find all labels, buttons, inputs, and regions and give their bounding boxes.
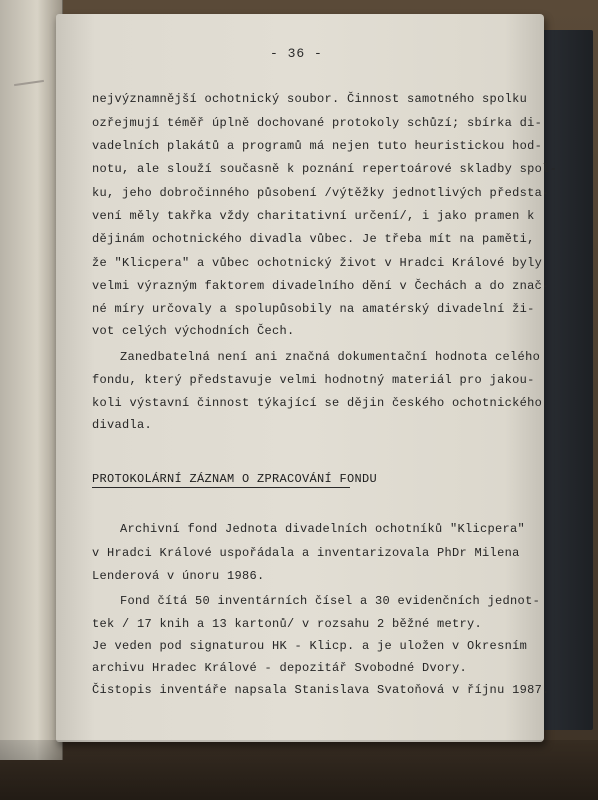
paragraph4-line: tek / 17 knih a 13 kartonů/ v rozsahu 2 běžné metry. bbox=[92, 617, 483, 631]
paragraph4-line: archivu Hradec Králové - depozitář Svobodné Dvory. bbox=[92, 661, 468, 675]
paragraph4-line: Fond čítá 50 inventárních čísel a 30 evidenčních jednot- bbox=[120, 594, 541, 608]
pencil-mark bbox=[14, 80, 44, 86]
paragraph2-line: divadla. bbox=[92, 418, 153, 432]
paragraph2-line: fondu, který představuje velmi hodnotný materiál pro jakou- bbox=[92, 373, 535, 387]
paragraph1-line: dějinám ochotnického divadla vůbec. Je třeba mít na paměti, bbox=[92, 232, 535, 246]
paragraph2-line: koli výstavní činnost týkající se dějin českého ochotnického bbox=[92, 396, 543, 410]
paragraph1-line: vadelních plakátů a programů má nejen tuto heuristickou hod- bbox=[92, 139, 543, 153]
paragraph1-line: ozřejmují téměř úplně dochované protokoly schůzí; sbírka di- bbox=[92, 116, 543, 130]
paragraph4-line: Je veden pod signaturou HK - Klicp. a je uložen v Okresním bbox=[92, 639, 528, 653]
paragraph3-line: Lenderová v únoru 1986. bbox=[92, 569, 265, 583]
paragraph1-line: vot celých východních Čech. bbox=[92, 324, 295, 338]
paragraph2-line: Zanedbatelná není ani značná dokumentační hodnota celého bbox=[120, 350, 541, 364]
paragraph1-line: ku, jeho dobročinného působení /výtěžky jednotlivých předsta- bbox=[92, 186, 550, 200]
paragraph1-line: velmi výrazným faktorem divadelního dění v Čechách a do znač- bbox=[92, 279, 550, 293]
paragraph1-line: né míry určovaly a spolupůsobily na amatérský divadelní ži- bbox=[92, 302, 535, 316]
section-heading: PROTOKOLÁRNÍ ZÁZNAM O ZPRACOVÁNÍ FONDU bbox=[92, 472, 378, 486]
heading-underline bbox=[92, 487, 350, 488]
paragraph1-line: že "Klicpera" a vůbec ochotnický život v Hradci Králové byly bbox=[92, 256, 543, 270]
paragraph1-line: vení měly takřka vždy charitativní určení/, i jako pramen k bbox=[92, 209, 535, 223]
paragraph4-line: Čistopis inventáře napsala Stanislava Svatoňová v říjnu 1987. bbox=[92, 683, 550, 697]
paragraph3-line: Archivní fond Jednota divadelních ochotníků "Klicpera" bbox=[120, 522, 526, 536]
bottom-shadow bbox=[0, 740, 598, 800]
page-number: - 36 - bbox=[270, 46, 323, 61]
paragraph1-line: notu, ale slouží současně k poznání repertoárové skladby spol- bbox=[92, 162, 558, 176]
previous-page-edge bbox=[0, 0, 63, 760]
paragraph1-line: nejvýznamnější ochotnický soubor. Činnost samotného spolku bbox=[92, 92, 528, 106]
paragraph3-line: v Hradci Králové uspořádala a inventarizovala PhDr Milena bbox=[92, 546, 520, 560]
